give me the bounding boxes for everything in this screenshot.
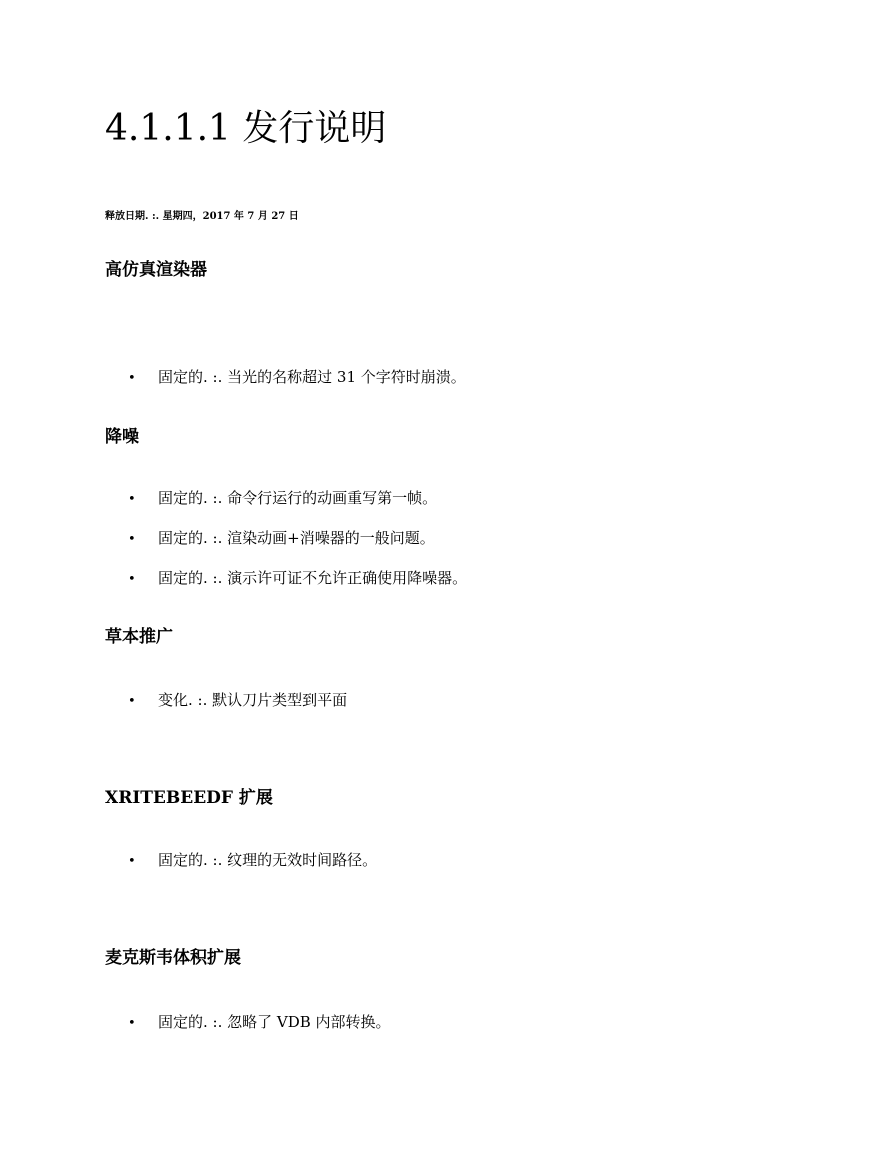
release-date: 释放日期. :. 星期四，2017 年 7 月 27 日 <box>105 211 299 222</box>
list-item <box>128 849 377 873</box>
list-item <box>128 689 347 713</box>
bullet-icon: • <box>128 492 136 507</box>
section-heading-maxwell: 麦克斯韦体积扩展 <box>105 948 241 968</box>
section-heading-xritebeedf: XRITEBEEDF 扩展 <box>105 788 273 808</box>
list-item <box>128 527 435 551</box>
bullet-icon: • <box>128 1016 136 1031</box>
list-item <box>128 487 437 511</box>
section-heading-denoise: 降噪 <box>105 427 139 447</box>
bullet-icon: • <box>128 854 136 869</box>
bullet-icon: • <box>128 532 136 547</box>
page-title: 4.1.1.1 发行说明 <box>105 108 387 149</box>
section-heading-herbal: 草本推广 <box>105 627 173 647</box>
section-heading-renderer: 高仿真渲染器 <box>105 260 207 280</box>
bullet-icon: • <box>128 572 136 587</box>
list-item-text: 固定的. :. 忽略了 VDB 内部转换。 <box>158 1013 391 1031</box>
list-item-text: 固定的. :. 纹理的无效时间路径。 <box>158 851 378 869</box>
bullet-icon: • <box>128 371 136 386</box>
list-item-text: 变化. :. 默认刀片类型到平面 <box>158 691 348 709</box>
list-item-text: 固定的. :. 渲染动画+消噪器的一般问题。 <box>158 529 435 547</box>
list-item <box>128 1011 391 1035</box>
list-item-text: 固定的. :. 当光的名称超过 31 个字符时崩溃。 <box>158 368 466 386</box>
list-item <box>128 366 466 390</box>
bullet-icon: • <box>128 694 136 709</box>
list-item-text: 固定的. :. 演示许可证不允许正确使用降噪器。 <box>158 569 468 587</box>
list-item-text: 固定的. :. 命令行运行的动画重写第一帧。 <box>158 489 438 507</box>
list-item <box>128 567 467 591</box>
